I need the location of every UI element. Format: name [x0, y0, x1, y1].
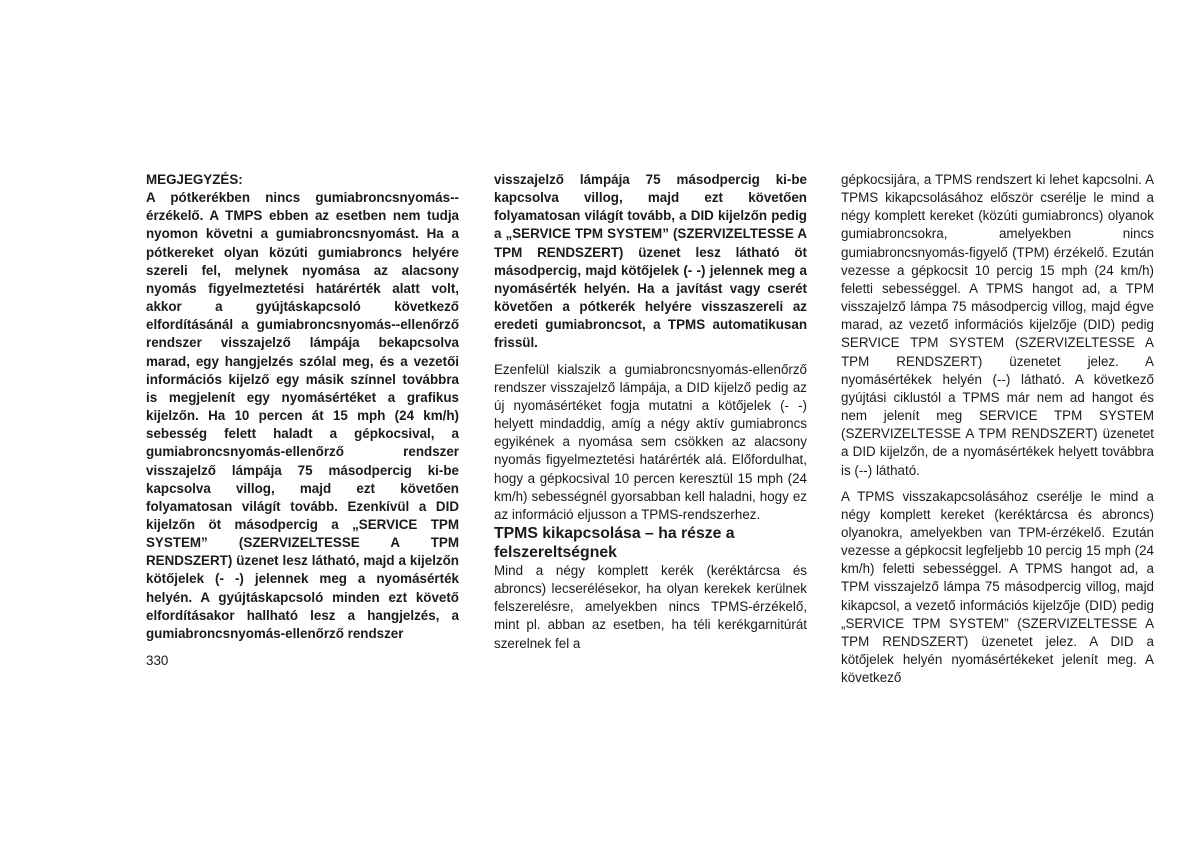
paragraph: Ezenfelül kialszik a gumiabroncsnyomás-ellenőrző rendszer visszajelző lámpája, a DID kijelző pedig az új nyomásértéket fogja mutatni a kötőjelek (- -) helyett mindaddig, amíg a négy aktív gumiabroncs egyikének a nyomása sem csökken az alacsony nyomás figyelmeztetési határérték alá. Előfordulhat, hogy a gépkocsival 10 percen keresztül 15 mph (24 km/h) sebességnél gyorsabban kell haladni, hogy ez az információ eljusson a TPMS-rendszerhez. [494, 361, 807, 522]
paragraph: gépkocsijára, a TPMS rendszert ki lehet kapcsolni. A TPMS kikapcsolásához először cserélje le mind a négy komplett kereket (közúti gumiabroncs) olyanok gumiabroncsokra, amelyekben nincs gumiabroncsnyomás-figyelő (TPM) érzékelő. Ezután vezesse a gépkocsit 10 percig 15 mph (24 km/h) feletti sebességgel. A TPMS hangot ad, a TPM visszajelző lámpa 75 másodpercig villog, majd égve marad, az vezető információs kijelzője (DID) pedig SERVICE TPM SYSTEM (SZERVIZELTESSE A TPM RENDSZERT) üzenetet jelez. A nyomásértékek helyén (--) látható. A következő gyújtási ciklustól a TPMS már nem ad hangot és nem jelenít meg SERVICE TPM SYSTEM (SZERVIZELTESSE A TPM RENDSZERT) üzenetet a DID kijelzőn, de a nyomásértékek helyett továbbra is (--) látható. [841, 172, 1154, 478]
column-middle [494, 171, 807, 653]
note-body: A pótkerékben nincs gumiabroncsnyomás--érzékelő. A TMPS ebben az esetben nem tudja nyomon követni a gumiabroncsnyomást. Ha a pótkereket olyan közúti gumiabroncs helyére szereli fel, melynek nyomása az alacsony nyomás figyelmeztetési határérték alatt volt, akkor a gyújtáskapcsoló következő elfordításánál a gumiabroncsnyomás--ellenőrző rendszer visszajelző lámpája bekapcsolva marad, egy hangjelzés szólal meg, és a vezetői információs kijelző egy másik színnel továbbra is megjelenít egy nyomásértéket a grafikus kijelzőn. Ha 10 percen át 15 mph (24 km/h) sebesség felett haladt a gépkocsival, a gumiabroncsnyomás-ellenőrző rendszer visszajelző lámpája 75 másodpercig ki-be kapcsolva villog, majd ezt követően folyamatosan világít tovább. Ezenkívül a DID kijelzőn öt másodpercig a „SERVICE TPM SYSTEM” (SZERVIZELTESSE A TPM RENDSZERT) üzenet lesz látható, majd a kijelzőn kötőjelek (- -) jelennek meg a nyomásérték helyén. A gyújtáskapcsoló minden ezt követő elfordításakor hallható lesz a hangjelzés, a gumiabroncsnyomás-ellenőrző rendszer [146, 190, 459, 641]
note-heading: MEGJEGYZÉS: [146, 172, 243, 187]
section-heading: TPMS kikapcsolása – ha része a felszereltségnek [494, 524, 735, 561]
paragraph: A TPMS visszakapcsolásához cserélje le mind a négy komplett kereket (keréktárcsa és abroncs) olyanokra, amelyekben van TPM-érzékelő. Ezután vezesse a gépkocsit legfeljebb 10 percig 15 mph (24 km/h) feletti sebességgel. A TPMS hangot ad, a TPM visszajelző lámpa 75 másodpercig villog, majd kikapcsol, a vezető információs kijelzője (DID) pedig „SERVICE TPM SYSTEM” (SZERVIZELTESSE A TPM RENDSZERT) üzenetet jelez. A DID a kötőjelek helyén nyomásértékeket jelenít meg. A következő [841, 488, 1154, 686]
column-left [146, 171, 459, 643]
page-number: 330 [146, 653, 169, 668]
column-right [841, 171, 1154, 687]
paragraph: Mind a négy komplett kerék (keréktárcsa és abroncs) lecserélésekor, ha olyan kerekek kerülnek felszerelésre, amelyekben nincs TPMS-érzékelő, mint pl. abban az esetben, ha téli kerékgarnitúrát szerelnek fel a [494, 562, 807, 651]
note-continuation: visszajelző lámpája 75 másodpercig ki-be kapcsolva villog, majd ezt követően folyamatosan világít tovább, a DID kijelzőn pedig a „SERVICE TPM SYSTEM” (SZERVIZELTESSE A TPM RENDSZERT) üzenet lesz látható öt másodpercig, majd kötőjelek (- -) jelennek meg a nyomásérték helyén. Ha a javítást vagy cserét követően a pótkerék helyére visszaszereli az eredeti gumiabroncsot, a TPMS automatikusan frissül. [494, 172, 807, 351]
